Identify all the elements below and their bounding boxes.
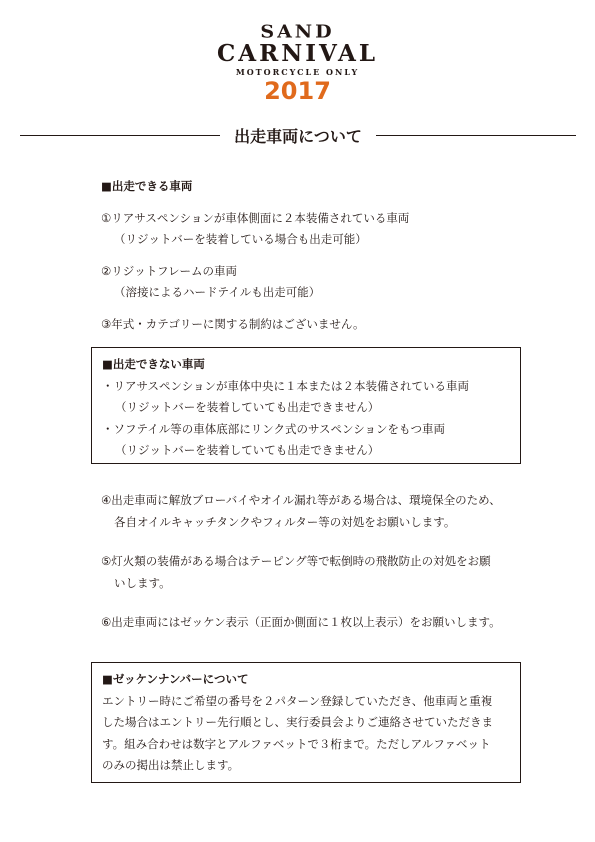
ineligible-item-2: ・ソフテイル等の車体底部にリンク式のサスペンションをもつ車両 <box>102 421 445 436</box>
heading-rule-right <box>376 135 576 136</box>
note-item-4: ④出走車両に解放ブローバイやオイル漏れ等がある場合は、環境保全のため、 <box>101 493 501 507</box>
eligible-item-2: ②リジットフレームの車両 <box>101 264 238 278</box>
number-plate-line-1: エントリー時にご希望の番号を２パターン登録していただき、他車両と重複 <box>102 693 493 708</box>
number-plate-line-4: のみの掲出は禁止します。 <box>102 758 240 772</box>
number-plate-line-2: した場合はエントリー先行順とし、実行委員会よりご連絡させていただきま <box>102 715 493 729</box>
ineligible-vehicles-box <box>91 347 521 464</box>
note-item-5-cont: いします。 <box>114 576 171 590</box>
eligible-item-1-note: （リジットバーを装着している場合も出走可能） <box>114 232 367 246</box>
logo-year: 2017 <box>264 77 331 105</box>
logo-tagline: MOTORCYCLE ONLY <box>235 67 360 77</box>
ineligible-heading: ■出走できない車両 <box>102 357 205 371</box>
vehicle-notes-section <box>101 489 501 633</box>
ineligible-item-2-note: （リジットバーを装着していても出走できません） <box>115 443 380 457</box>
note-item-4-cont: 各自オイルキャッチタンクやフィルター等の対処をお願いします。 <box>114 515 456 529</box>
logo-text-carnival: CARNIVAL <box>216 40 379 67</box>
ineligible-item-1-note: （リジットバーを装着していても出走できません） <box>115 400 380 414</box>
section-heading <box>20 124 576 146</box>
ineligible-item-1: ・リアサスペンションが車体中央に１本または２本装備されている車両 <box>102 378 470 393</box>
eligible-vehicles-section <box>101 176 409 335</box>
eligible-item-1: ①リアサスペンションが車体側面に２本装備されている車両 <box>101 211 410 225</box>
number-plate-line-3: す。組み合わせは数字とアルファベットで３桁まで。ただしアルファベット <box>102 736 491 751</box>
event-logo <box>0 22 595 104</box>
number-plate-box <box>91 662 521 783</box>
eligible-item-2-note: （溶接によるハードテイルも出走可能） <box>114 285 321 299</box>
logo-text-sand: SAND <box>260 21 335 43</box>
number-plate-heading: ■ゼッケンナンバーについて <box>102 672 249 686</box>
section-title: 出走車両について <box>234 126 362 146</box>
heading-rule-left <box>20 135 220 136</box>
eligible-heading: ■出走できる車両 <box>101 179 193 193</box>
note-item-5: ⑤灯火類の装備がある場合はテーピング等で転倒時の飛散防止の対処をお願 <box>101 554 491 568</box>
note-item-6: ⑥出走車両にはゼッケン表示（正面か側面に１枚以上表示）をお願いします。 <box>101 615 501 629</box>
eligible-item-3: ③年式・カテゴリーに関する制約はございません。 <box>101 317 365 331</box>
